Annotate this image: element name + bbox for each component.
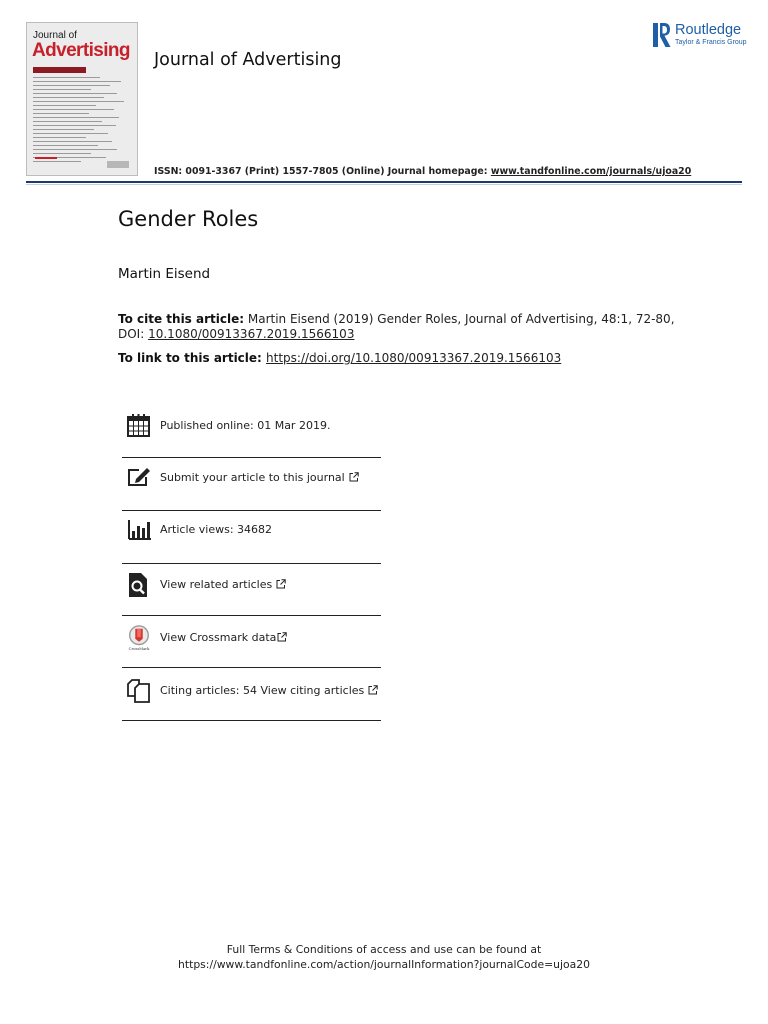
external-link-icon (276, 579, 286, 589)
citing-documents-icon (126, 678, 152, 704)
journal-homepage-link[interactable]: www.tandfonline.com/journals/ujoa20 (490, 166, 692, 177)
cite-label: To cite this article: (118, 312, 245, 326)
citation-block (118, 312, 678, 342)
journal-title: Journal of Advertising (154, 50, 342, 70)
article-url-link[interactable]: https://doi.org/10.1080/00913367.2019.1566103 (266, 351, 562, 365)
article-link-line (118, 351, 561, 365)
published-online-item (126, 413, 381, 441)
edit-pencil-icon (126, 465, 152, 491)
published-online-text: Published online: 01 Mar 2019. (160, 419, 331, 432)
header-rule-thin (26, 184, 742, 185)
cover-publisher-mark-left (35, 157, 57, 168)
citing-articles-item[interactable] (126, 678, 381, 706)
doi-link[interactable]: 10.1080/00913367.2019.1566103 (148, 327, 355, 341)
issn-text: ISSN: 0091-3367 (Print) 1557-7805 (Online) Journal homepage: (154, 166, 491, 177)
article-views-text: Article views: 34682 (160, 523, 273, 536)
related-articles-link[interactable]: View related articles (160, 578, 286, 591)
submit-article-item[interactable] (126, 465, 381, 493)
cover-journal-name: Advertising (32, 40, 130, 61)
publisher-subtitle: Taylor & Francis Group (675, 39, 747, 46)
cover-issue-strip (33, 67, 86, 73)
cover-journal-of: Journal of (33, 30, 77, 41)
cover-contents-lines (33, 77, 129, 165)
crossmark-badge-text: CrossMark (128, 647, 150, 651)
routledge-logo (653, 22, 747, 50)
header-rule (26, 181, 742, 183)
article-title: Gender Roles (118, 207, 259, 231)
footer-terms-link[interactable]: https://www.tandfonline.com/action/journalInformation?journalCode=ujoa20 (178, 958, 590, 971)
external-link-icon (277, 632, 287, 642)
cite-text: Martin Eisend (2019) Gender Roles, Journal of Advertising, 48:1, 72-80, DOI: (118, 312, 675, 341)
info-divider (122, 510, 381, 511)
info-divider (122, 667, 381, 668)
link-label: To link to this article: (118, 351, 267, 365)
submit-article-link[interactable]: Submit your article to this journal (160, 471, 359, 484)
crossmark-item[interactable] (126, 625, 381, 653)
footer-line-1: Full Terms & Conditions of access and use can be found at (226, 943, 542, 956)
crossmark-link[interactable]: View Crossmark data (160, 631, 287, 644)
document-search-icon (126, 572, 152, 598)
article-views-item (126, 517, 381, 545)
crossmark-icon (126, 625, 152, 651)
issn-line (154, 166, 691, 177)
publisher-name: Routledge (675, 22, 742, 38)
routledge-r-icon (653, 23, 671, 47)
calendar-icon (126, 413, 152, 439)
external-link-icon (349, 472, 359, 482)
cover-publisher-mark-right (107, 161, 129, 168)
info-divider (122, 563, 381, 564)
info-divider (122, 457, 381, 458)
bar-chart-icon (126, 517, 152, 543)
citing-articles-link[interactable]: Citing articles: 54 View citing articles (160, 684, 378, 697)
external-link-icon (368, 685, 378, 695)
journal-cover (26, 22, 138, 176)
info-divider (122, 720, 381, 721)
related-articles-item[interactable] (126, 572, 381, 600)
article-author: Martin Eisend (118, 266, 211, 282)
footer-terms (0, 942, 768, 972)
info-divider (122, 615, 381, 616)
